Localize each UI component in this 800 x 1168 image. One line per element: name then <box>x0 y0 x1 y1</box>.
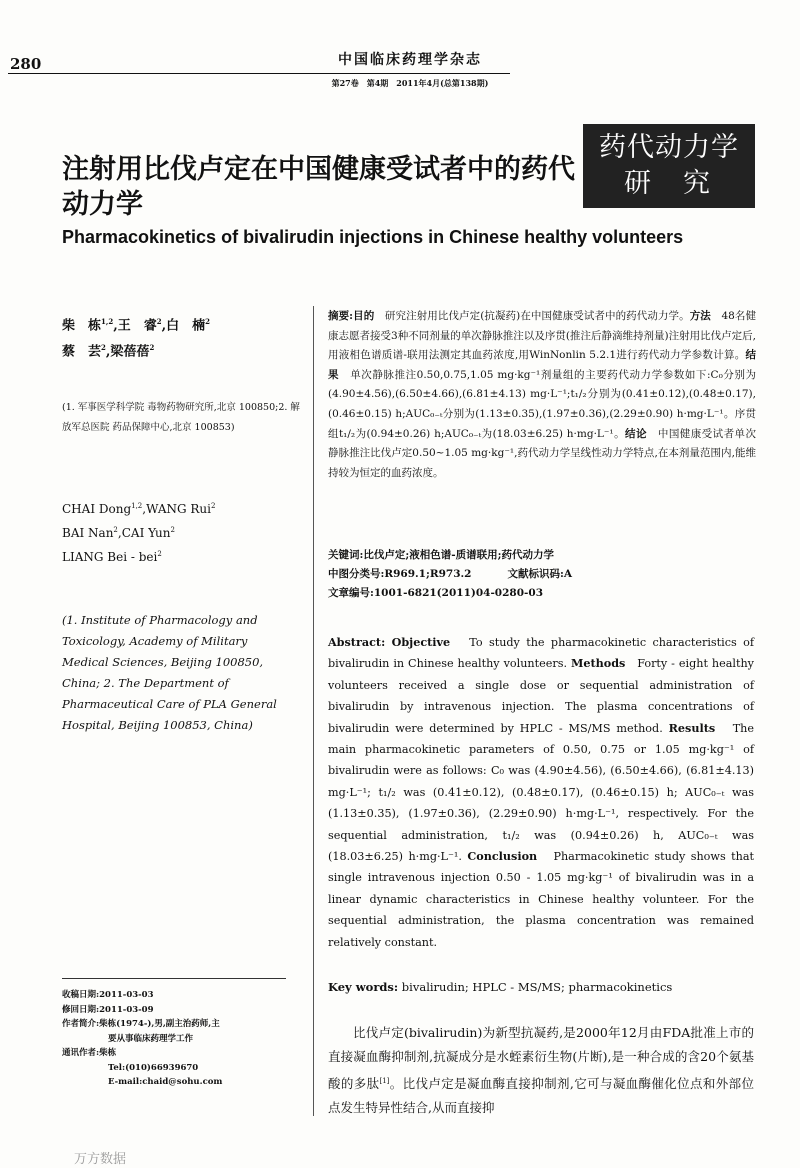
objective-label: 目的 <box>353 310 375 322</box>
conclusion-label: 结论 <box>625 427 647 440</box>
author-sup: 2 <box>149 343 155 353</box>
body-paragraph <box>328 1021 754 1120</box>
article-meta <box>328 546 756 604</box>
section-stamp-line1: 药代动力学 <box>599 132 739 163</box>
results-label: 结果 <box>328 349 756 381</box>
abstract-english <box>328 632 754 953</box>
contact-tel: Tel:(010)66939670 <box>108 1062 199 1073</box>
author-name: CAI Yun <box>121 526 171 540</box>
conclusion-en-text: Pharmacokinetic study shows that single intravenous injection 0.50 - 1.05 mg·kg⁻¹ of bivalirudin was in a linear dynamic characteristics in Chinese healthy volunteer. For the sequential administration, the plasma concentration was remained relatively constant. <box>328 850 755 949</box>
keywords-en-label: Key words: <box>328 980 399 994</box>
affiliation-english: (1. Institute of Pharmacology and Toxicology, Academy of Military Medical Sciences, Beijing 100850, China; 2. The Department of Pharmaceutical Care of PLA General Hospital, Beijing 100853, China) <box>62 613 277 732</box>
affiliation-chinese: (1. 军事医学科学院 毒物药物研究所,北京 100850;2. 解放军总医院 药品保障中心,北京 100853) <box>62 402 300 433</box>
header-rule-right <box>310 73 510 74</box>
objective-en-label: Objective <box>391 635 451 649</box>
author-name: 梁蓓蓓 <box>110 344 150 360</box>
author-sup: 2 <box>205 317 211 326</box>
results-en-text: The main pharmacokinetic parameters of 0.50, 0.75 or 1.05 mg·kg⁻¹ of bivalirudin were as follows: C₀ was (4.90±4.56), (6.50±4.66), (6.81±4.13) mg·L⁻¹; t₁/₂ was (0.41±0.12), (0.48±0.17), (0.46±0.15) h; AUC₀₋ₜ was (1.13±0.35), (1.97±0.36), (2.29±0.90) h·mg·L⁻¹, respectively. For the sequential administration, t₁/₂ was (0.94±0.26) h, AUC₀₋ₜ was (18.03±6.25) h·mg·L⁻¹. <box>328 721 754 864</box>
author-name: 蔡 芸 <box>62 344 102 360</box>
journal-title: 中国临床药理学杂志 <box>338 52 482 68</box>
column-divider <box>313 306 314 1116</box>
methods-en-text: Forty - eight healthy volunteers received a single dose or sequential administration of bivalirudin by intravenous injection. The plasma concentrations of bivalirudin were determined by HPLC - MS/MS method. <box>328 657 755 735</box>
body-text-cont: 。比伐卢定是凝血酶直接抑制剂,它可与凝血酶催化位点和外部位点发生特异性结合,从而直接抑 <box>328 1076 754 1116</box>
author-sup: 2 <box>113 526 118 534</box>
document-code: 文献标识码:A <box>507 568 572 581</box>
results-text: 单次静脉推注0.50,0.75,1.05 mg·kg⁻¹剂量组的主要药代动力学参数如下:C₀分别为(4.90±4.56),(6.50±4.66),(6.81±4.13) mg·L⁻¹;t₁/₂分别为(0.41±0.12),(0.48±0.17),(0.46±0.15) h;AUC₀₋ₜ分别为(1.13±0.35),(1.97±0.36),(2.29±0.90) h·mg·L⁻¹。序贯组t₁/₂为(0.94±0.26) h;AUC₀₋ₜ为(18.03±6.25) h·mg·L⁻¹。 <box>328 368 757 440</box>
abstract-label: 摘要: <box>328 310 354 322</box>
keywords-chinese: 关键词:比伐卢定;液相色谱-质谱联用;药代动力学 <box>328 549 554 561</box>
authors-en-line <box>62 544 302 568</box>
author-bio-cont: 要从事临床药理学工作 <box>108 1033 194 1044</box>
author-sup: 2 <box>211 502 216 510</box>
authors-english <box>62 496 302 568</box>
author-sup: 2 <box>170 526 175 534</box>
author-name: BAI Nan <box>62 526 114 540</box>
citation-ref: [1] <box>379 1077 390 1085</box>
author-name: 王 睿 <box>117 318 157 334</box>
methods-label: 方法 <box>689 310 711 322</box>
corresponding-author: 通讯作者:柴栋 <box>62 1048 117 1058</box>
author-sup: 2 <box>156 317 162 326</box>
author-name: LIANG Bei - bei <box>62 550 158 564</box>
received-date: 收稿日期:2011-03-03 <box>62 990 154 1000</box>
author-name: CHAI Dong <box>62 502 132 516</box>
abstract-en-label: Abstract: <box>328 635 386 649</box>
keywords-english <box>328 980 754 994</box>
author-bio: 作者简介:柴栋(1974-),男,副主治药师,主 <box>62 1019 220 1029</box>
methods-text: 48名健康志愿者接受3种不同剂量的单次静脉推注以及序贯(推注后静滴维持剂量)注射用比伐卢定后,用液相色谱质谱-联用法测定其血药浓度,用WinNonlin 5.2.1进行药代动力学参数计算。 <box>328 310 757 362</box>
authors-chinese <box>62 311 302 364</box>
body-text: 比伐卢定(bivalirudin)为新型抗凝药,是2000年12月由FDA批准上市的直接凝血酶抑制剂,抗凝成分是水蛭素衍生物(片断),是一种合成的含20个氨基酸的多肽 <box>328 1025 754 1092</box>
authors-cn-line2: 蔡 芸$^2$,梁蓓蓓$^2$ <box>62 343 155 360</box>
author-sup: 2 <box>101 343 106 353</box>
abstract-chinese <box>328 307 756 483</box>
authors-en-line: CHAI Dong$^{1,2}$,WANG Rui$^2$ <box>62 502 216 516</box>
conclusion-text: 中国健康受试者单次静脉推注比伐卢定0.50~1.05 mg·kg⁻¹,药代动力学呈线性动力学特点,在本剂量范围内,能维持较为恒定的血药浓度。 <box>328 427 757 479</box>
methods-en-label: Methods <box>570 656 626 671</box>
watermark: 万方数据 <box>74 1152 127 1167</box>
author-name: 柴 栋 <box>62 318 102 334</box>
revised-date: 修回日期:2011-03-09 <box>62 1004 154 1015</box>
author-sup: 1,2 <box>131 502 143 510</box>
article-number: 文章编号:1001-6821(2011)04-0280-03 <box>328 587 544 600</box>
contact-email: E-mail:chaid@sohu.com <box>108 1077 223 1087</box>
section-stamp <box>583 124 755 208</box>
authors-cn-line1: 柴 栋$^{1,2}$,王 睿$^2$,白 楠$^2$ <box>62 317 211 334</box>
results-en-label: Results <box>668 720 716 735</box>
footnote <box>62 988 302 1090</box>
section-stamp-line2: 研究 <box>624 168 742 199</box>
title-chinese: 注射用比伐卢定在中国健康受试者中的药代动力学 <box>62 154 575 220</box>
title-english: Pharmacokinetics of bivalirudin injections in Chinese healthy volunteers <box>62 227 684 247</box>
header-rule-left <box>8 73 310 74</box>
footnote-rule <box>62 978 286 979</box>
author-name: WANG Rui <box>146 502 211 516</box>
issue-info: 第27卷 第4期 2011年4月(总第138期) <box>331 78 489 88</box>
author-name: 白 楠 <box>166 318 206 334</box>
page-number: 280 <box>10 55 42 73</box>
objective-text: 研究注射用比伐卢定(抗凝药)在中国健康受试者中的药代动力学。 <box>384 310 690 322</box>
authors-en-line: BAI Nan$^2$,CAI Yun$^2$ <box>62 526 175 540</box>
classification-line <box>328 565 756 584</box>
author-sup: 2 <box>157 550 162 558</box>
clc-number: 中图分类号:R969.1;R973.2 <box>328 568 472 581</box>
author-sup: 1,2 <box>101 317 114 326</box>
keywords-en-text: bivalirudin; HPLC - MS/MS; pharmacokinetics <box>401 980 673 994</box>
objective-en-text: To study the pharmacokinetic characteristics of bivalirudin in Chinese healthy volunteers. <box>328 636 754 671</box>
conclusion-en-label: Conclusion <box>467 849 538 864</box>
